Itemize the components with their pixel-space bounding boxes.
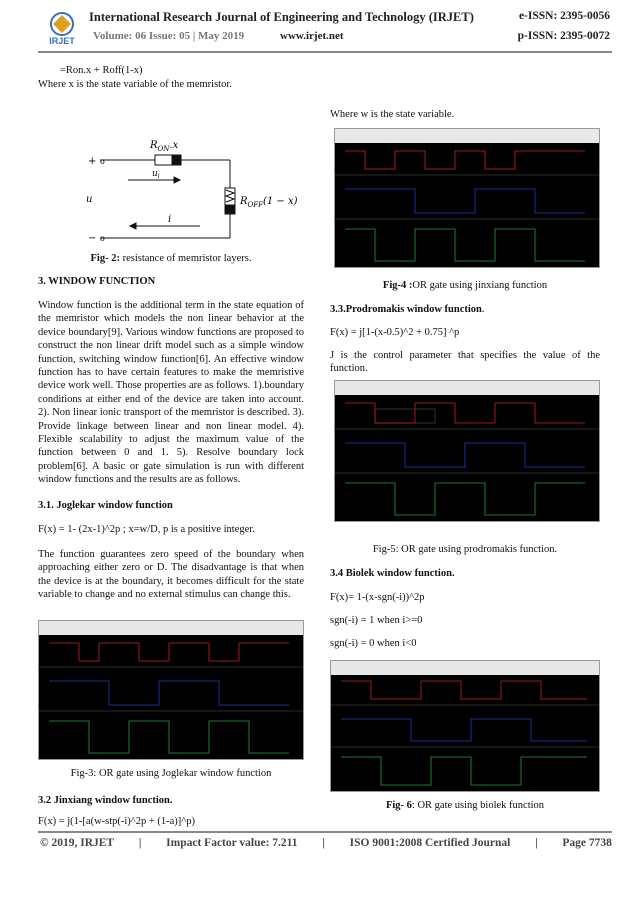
sgn-condition-2: sgn(-i) = 0 when i<0 [330, 638, 417, 649]
fig4-waveforms [335, 129, 599, 267]
current-i-label: i [168, 214, 172, 225]
header-divider [38, 51, 612, 53]
fig4-caption [330, 280, 600, 291]
fig3-caption: Fig-3: OR gate using Joglekar window function [70, 768, 272, 779]
voltage-u-label: u [86, 194, 93, 205]
fig4-caption-text: OR gate using jinxiang function [412, 280, 548, 291]
section-3-3-heading-line [330, 304, 600, 315]
website-link[interactable]: www.irjet.net [280, 30, 344, 42]
iso-certification: ISO 9001:2008 Certified Journal [349, 837, 511, 849]
footer-separator: | [535, 837, 538, 849]
section-3-3-body: J is the control parameter that specifies the value of the function. [330, 350, 600, 375]
section-3-4-heading: 3.4 Biolek window function. [330, 568, 455, 579]
plus-terminal: + [88, 156, 97, 167]
terminal-o-top: o [100, 157, 105, 166]
fig3-simulation-screenshot [38, 620, 304, 760]
fig6-caption-text: : OR gate using biolek function [411, 800, 545, 811]
section-3-2-heading: 3.2 Jinxiang window function. [38, 795, 173, 806]
section-3-3-heading: 3.3.Prodromakis window function [330, 304, 482, 315]
fig6-caption [330, 800, 600, 811]
footer-separator: | [322, 837, 325, 849]
svg-text:RON.x [149, 140, 179, 153]
section-3-1-body: The function guarantees zero speed of the boundary when approaching either zero or D. The disadvantage is that when the device is at the boundary, it becomes difficult for the state variable to change and no external stimulus can change this. [38, 549, 304, 601]
fig6-caption-label: Fig- 6 [385, 800, 412, 811]
roff-label: R [240, 196, 248, 207]
copyright: © 2019, IRJET [40, 837, 115, 849]
irjet-logo [40, 10, 84, 46]
footer-divider [38, 831, 612, 833]
footer [40, 837, 612, 849]
equation-ron-roff: =Ron.x + Roff(1-x) [60, 65, 143, 76]
memristor-state-desc: Where x is the state variable of the memristor. [38, 79, 232, 90]
p-issn: p-ISSN: 2395-0072 [517, 30, 610, 42]
fig5-simulation-screenshot [334, 380, 600, 522]
jinxiang-equation: F(x) = j(1-[a(w-stp(-i)^2p + (1-a)]^p) [38, 816, 195, 827]
section-3-1-heading: 3.1. Joglekar window function [38, 500, 173, 511]
fig4-simulation-screenshot [334, 128, 600, 268]
section-3-heading: 3. WINDOW FUNCTION [38, 276, 156, 287]
roff-x: (1 − x) [262, 196, 298, 207]
fig6-simulation-screenshot [330, 660, 600, 792]
joglekar-equation: F(x) = 1- (2x-1)^2p ; x=w/D, p is a positive integer. [38, 524, 255, 535]
prodromakis-equation: F(x) = j[1-(x-0.5)^2 + 0.75] ^p [330, 327, 460, 338]
biolek-equation: F(x)= 1-(x-sgn(-i))^2p [330, 592, 425, 603]
state-variable-desc: Where w is the state variable. [330, 109, 455, 120]
ron-x: .x [169, 140, 179, 151]
volume-issue: Volume: 06 Issue: 05 | May 2019 [93, 30, 245, 42]
roff-sub: OFF [247, 201, 263, 209]
logo-text: IRJET [49, 36, 75, 46]
fig3-waveforms [39, 621, 303, 759]
ron-label: R [150, 140, 158, 151]
fig2-caption-text: resistance of memristor layers. [119, 253, 252, 264]
svg-text:ui [152, 169, 160, 180]
section-3-3-heading-tail: . [481, 304, 485, 315]
minus-terminal: − [88, 233, 97, 244]
terminal-o-bottom: o [100, 234, 105, 243]
ron-sub: ON [157, 145, 170, 153]
footer-separator: | [138, 837, 142, 849]
fig2-caption [38, 253, 304, 264]
sgn-condition-1: sgn(-i) = 1 when i>=0 [330, 615, 423, 626]
fig2-caption-label: Fig- 2: [90, 253, 120, 264]
svg-text:ROFF(1 − x) [239, 196, 298, 209]
page-number: Page 7738 [562, 837, 612, 849]
ui-sub: i [157, 173, 160, 180]
fig6-waveforms [331, 661, 599, 791]
fig5-waveforms [335, 381, 599, 521]
impact-factor: Impact Factor value: 7.211 [166, 837, 298, 849]
fig5-caption: Fig-5: OR gate using prodromakis function. [372, 544, 558, 555]
e-issn: e-ISSN: 2395-0056 [518, 10, 610, 22]
section-3-body: Window function is the additional term in the state equation of the memristor which models the non linear behavior at the device boundary[9]. Various window functions are proposed to construct the non linear drift model such as a simple window function, switching window function[6]. An effective window function has to have certain features to make the memristive device work well. Those properties are as follows. 1).boundary conditions at either end of the device are taken into account. 2). Non linear ionic transport of the memristor is described. 3). Provide linkage between linear and non linear model. 4). Flexible scalability to adjust the maximum value of the function between 0 and 1. 5). Resolve boundary lock problem[6]. A basic or gate simulation is run with different window functions and the results are as follows. [38, 300, 304, 486]
ui-label: u [152, 169, 158, 179]
fig4-caption-label: Fig-4 : [382, 280, 413, 291]
memristor-circuit-diagram [80, 130, 300, 250]
journal-title: International Research Journal of Engineering and Technology (IRJET) [89, 10, 474, 24]
